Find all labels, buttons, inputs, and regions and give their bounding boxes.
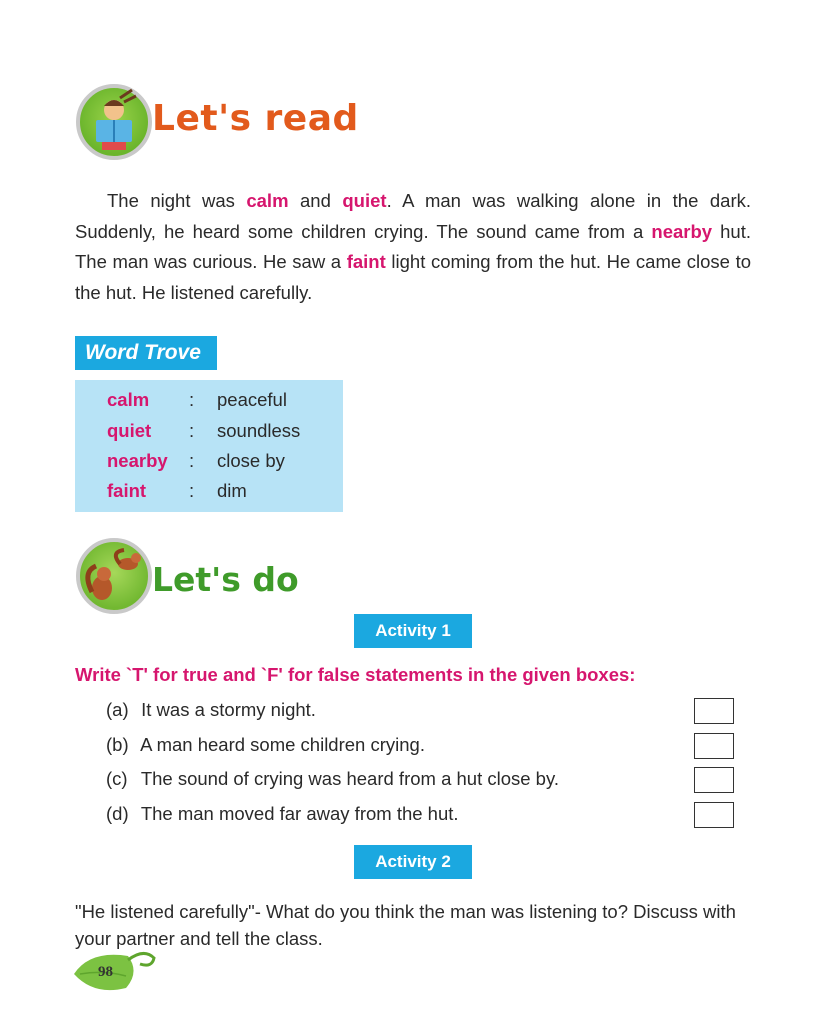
word-trove-row <box>107 416 300 446</box>
trove-word: calm <box>107 389 150 410</box>
statement-text: The sound of crying was heard from a hut close by. <box>140 768 559 789</box>
statement-text: It was a stormy night. <box>141 699 316 720</box>
lets-read-title: Let's read <box>152 98 359 139</box>
answer-box-d[interactable] <box>694 802 734 828</box>
page-number-leaf <box>70 946 162 996</box>
passage-text: hut. The man was curious. He saw a <box>75 220 751 272</box>
reading-passage <box>75 186 751 308</box>
word-trove-heading: Word Trove <box>75 336 217 370</box>
reading-child-icon <box>76 84 152 160</box>
trove-word: quiet <box>107 420 152 441</box>
statement-d <box>106 801 459 827</box>
activity-2-label: Activity 2 <box>354 845 472 879</box>
statement-label: (d) <box>106 803 129 824</box>
activity-1-instruction: Write `T' for true and `F' for false statements in the given boxes: <box>75 664 636 685</box>
leaf-icon <box>70 946 162 996</box>
trove-separator: : <box>189 420 195 441</box>
word-trove-row <box>107 446 285 476</box>
statement-b <box>106 732 425 758</box>
passage-text: and <box>288 190 343 211</box>
trove-meaning: close by <box>217 450 285 471</box>
word-trove-box <box>75 380 343 512</box>
word-trove-row <box>107 476 247 506</box>
trove-meaning: soundless <box>217 420 301 441</box>
statement-a <box>106 697 316 723</box>
squirrels-icon <box>76 538 152 614</box>
page-number: 98 <box>98 964 113 980</box>
activity-1-label: Activity 1 <box>354 614 472 648</box>
highlighted-word: calm <box>246 190 289 211</box>
statement-text: A man heard some children crying. <box>140 734 425 755</box>
answer-box-a[interactable] <box>694 698 734 724</box>
trove-word: nearby <box>107 450 168 471</box>
activity-2-text: "He listened carefully"- What do you think the man was listening to? Discuss with your partner and tell the class. <box>75 901 736 949</box>
passage-text: The night was <box>107 190 247 211</box>
trove-separator: : <box>189 450 195 471</box>
passage-text: light coming from the hut. He came close to the hut. He listened carefully. <box>75 251 752 303</box>
lets-do-title: Let's do <box>152 560 299 599</box>
trove-meaning: dim <box>217 480 247 501</box>
passage-text: . A man was walking alone in the dark. Suddenly, he heard some children crying. The sound came from a <box>75 190 751 242</box>
highlighted-word: nearby <box>651 220 713 242</box>
trove-separator: : <box>189 480 195 501</box>
trove-meaning: peaceful <box>217 389 287 410</box>
word-trove-row <box>107 385 287 415</box>
answer-box-b[interactable] <box>694 733 734 759</box>
statement-label: (c) <box>106 768 128 789</box>
trove-separator: : <box>189 389 195 410</box>
statement-text: The man moved far away from the hut. <box>140 803 459 824</box>
statement-label: (a) <box>106 699 129 720</box>
trove-word: faint <box>107 480 147 501</box>
statement-label: (b) <box>106 734 129 755</box>
answer-box-c[interactable] <box>694 767 734 793</box>
highlighted-word: faint <box>346 251 386 272</box>
statement-c <box>106 766 559 792</box>
highlighted-word: quiet <box>342 190 387 211</box>
